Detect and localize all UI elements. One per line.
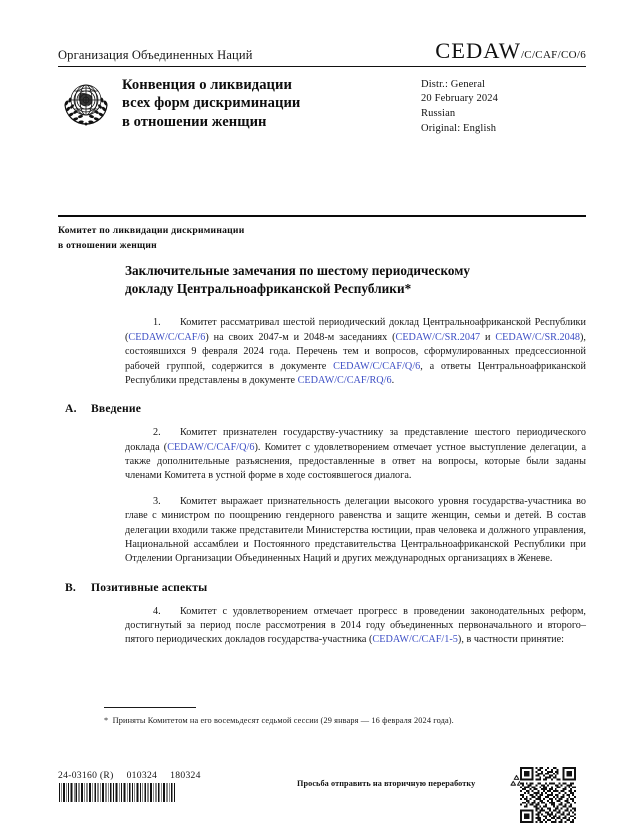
main-content [65,262,586,659]
distribution-language: Russian [421,108,456,120]
distribution-date: 20 February 2024 [421,93,499,105]
paragraph-1-text-5: , а ответы Центральноафриканской Республики представлены в документе [125,360,586,386]
paragraph-1-text-4: ), состоявшихся 9 февраля 2024 года. Перечень тем и вопросов, сформулированных предсессионной рабочей группой, содержится в документе [125,331,586,372]
document-header [58,40,586,137]
header-divider [58,66,586,67]
section-a-title: Введение [91,402,142,416]
paragraph-4-text-2: ), в частности принятие: [457,634,565,646]
footnote-text [104,715,504,728]
link-cedaw-c-sr-2048[interactable]: CEDAW/C/SR.2048 [495,331,581,343]
committee-name-line-2: в отношении женщин [58,240,157,252]
section-heading-a [65,402,586,415]
paragraph-3-text-1: Комитет выражает признательность делегации высокого уровня государства-участника во главе с министром по поощрению гендерного равенства и защите женщин, семьи и детей. В состав делегации входили также представители Министерства юстиции, прав человека и должного управления, Национальной ассамблеи и Постоянного представительства Центральноафриканской Республики при Отделении Организации Объединенных Наций и других международных организациях в Женеве. [125,495,586,565]
paragraph-1 [125,316,586,388]
paragraph-1-text-1: Комитет рассматривал шестой периодический доклад Центральноафриканской Республики ( [125,317,586,343]
footnote-divider [104,707,196,708]
paragraph-2 [125,426,586,484]
link-cedaw-c-caf-q-6-p2[interactable]: CEDAW/C/CAF/Q/6 [167,441,255,453]
paragraph-2-number: 2. [153,427,161,439]
job-date-2: 180324 [170,770,201,781]
section-b-title: Позитивные аспекты [91,580,208,594]
paragraph-4-number: 4. [153,605,161,617]
committee-name-line-1: Комитет по ликвидации дискриминации [58,225,245,236]
document-symbol-main: CEDAW [435,38,521,63]
page-title: Заключительные замечания по шестому периодическому докладу Центральноафриканской Республики* [125,263,470,296]
header-top-row [58,40,586,66]
barcode-icon [58,783,176,802]
paragraph-4-text-1: Комитет с удовлетворением отмечает прогресс в проведении законодательных реформ, достигнутый за период после рассмотрения в 2014 году объединенных первоначального и второго–пятого периодических докладов государства-участника ( [125,605,586,646]
footnote-block [104,707,504,728]
section-a-letter: A. [65,402,77,416]
convention-title-line-3: в отношении женщин [122,114,267,131]
paragraph-1-text-3: и [480,331,496,343]
committee-name [58,223,478,253]
organization-name: Организация Объединенных Наций [58,47,253,62]
paragraph-4 [125,605,586,648]
qr-code-icon [520,767,576,823]
link-cedaw-c-caf-1-5[interactable]: CEDAW/C/CAF/1-5 [372,634,458,646]
link-cedaw-c-caf-6[interactable]: CEDAW/C/CAF/6 [128,331,206,343]
distribution-original: Original: English [421,123,497,135]
paragraph-2-text-2: ). Комитет с удовлетворением отмечает устное выступление делегации, а также дополнительные разъяснения, предоставленные в ответ на вопросы, которые были заданы членами Комитета в устной форме в ходе состоявшегося диалога. [125,441,586,482]
paragraph-3-number: 3. [153,495,161,507]
link-cedaw-c-caf-rq-6[interactable]: CEDAW/C/CAF/RQ/6 [297,374,392,386]
link-cedaw-c-sr-2047[interactable]: CEDAW/C/SR.2047 [395,331,481,343]
convention-title-line-2: всех форм дискриминации [122,95,301,112]
un-emblem-wrapper [58,76,120,135]
paragraph-1-text-6: . [391,374,395,386]
section-divider-thick [58,215,586,217]
paragraph-1-number: 1. [153,317,161,329]
distribution-block [421,76,586,138]
recycle-label: Просьба отправить на вторичную переработку [297,779,476,788]
paragraph-1-text-2: ) на своих 2047-м и 2048-м заседаниях ( [205,331,396,343]
job-number: 24-03160 (R) [58,770,114,781]
section-b-letter: B. [65,580,77,594]
section-heading-b [65,581,586,594]
footnote-marker: * [104,716,109,725]
footer-job-number [58,770,201,781]
convention-title [120,76,421,133]
document-symbol [435,40,586,63]
job-date-1: 010324 [126,770,158,781]
convention-title-line-1: Конвенция о ликвидации [122,76,292,93]
footnote-content: Приняты Комитетом на его восемьдесят седьмой сессии (29 января — 16 февраля 2024 года). [112,716,454,725]
paragraph-2-text-1: Комитет признателен государству-участнику за представление шестого периодического доклада ( [125,427,586,453]
paragraph-3 [125,495,586,567]
document-symbol-suffix: /C/CAF/CO/6 [520,49,586,61]
header-body-row [58,76,586,138]
document-footer [58,768,586,818]
un-emblem-icon [58,78,114,130]
link-cedaw-c-caf-q-6[interactable]: CEDAW/C/CAF/Q/6 [333,360,421,372]
distribution-type: Distr.: General [421,78,486,90]
